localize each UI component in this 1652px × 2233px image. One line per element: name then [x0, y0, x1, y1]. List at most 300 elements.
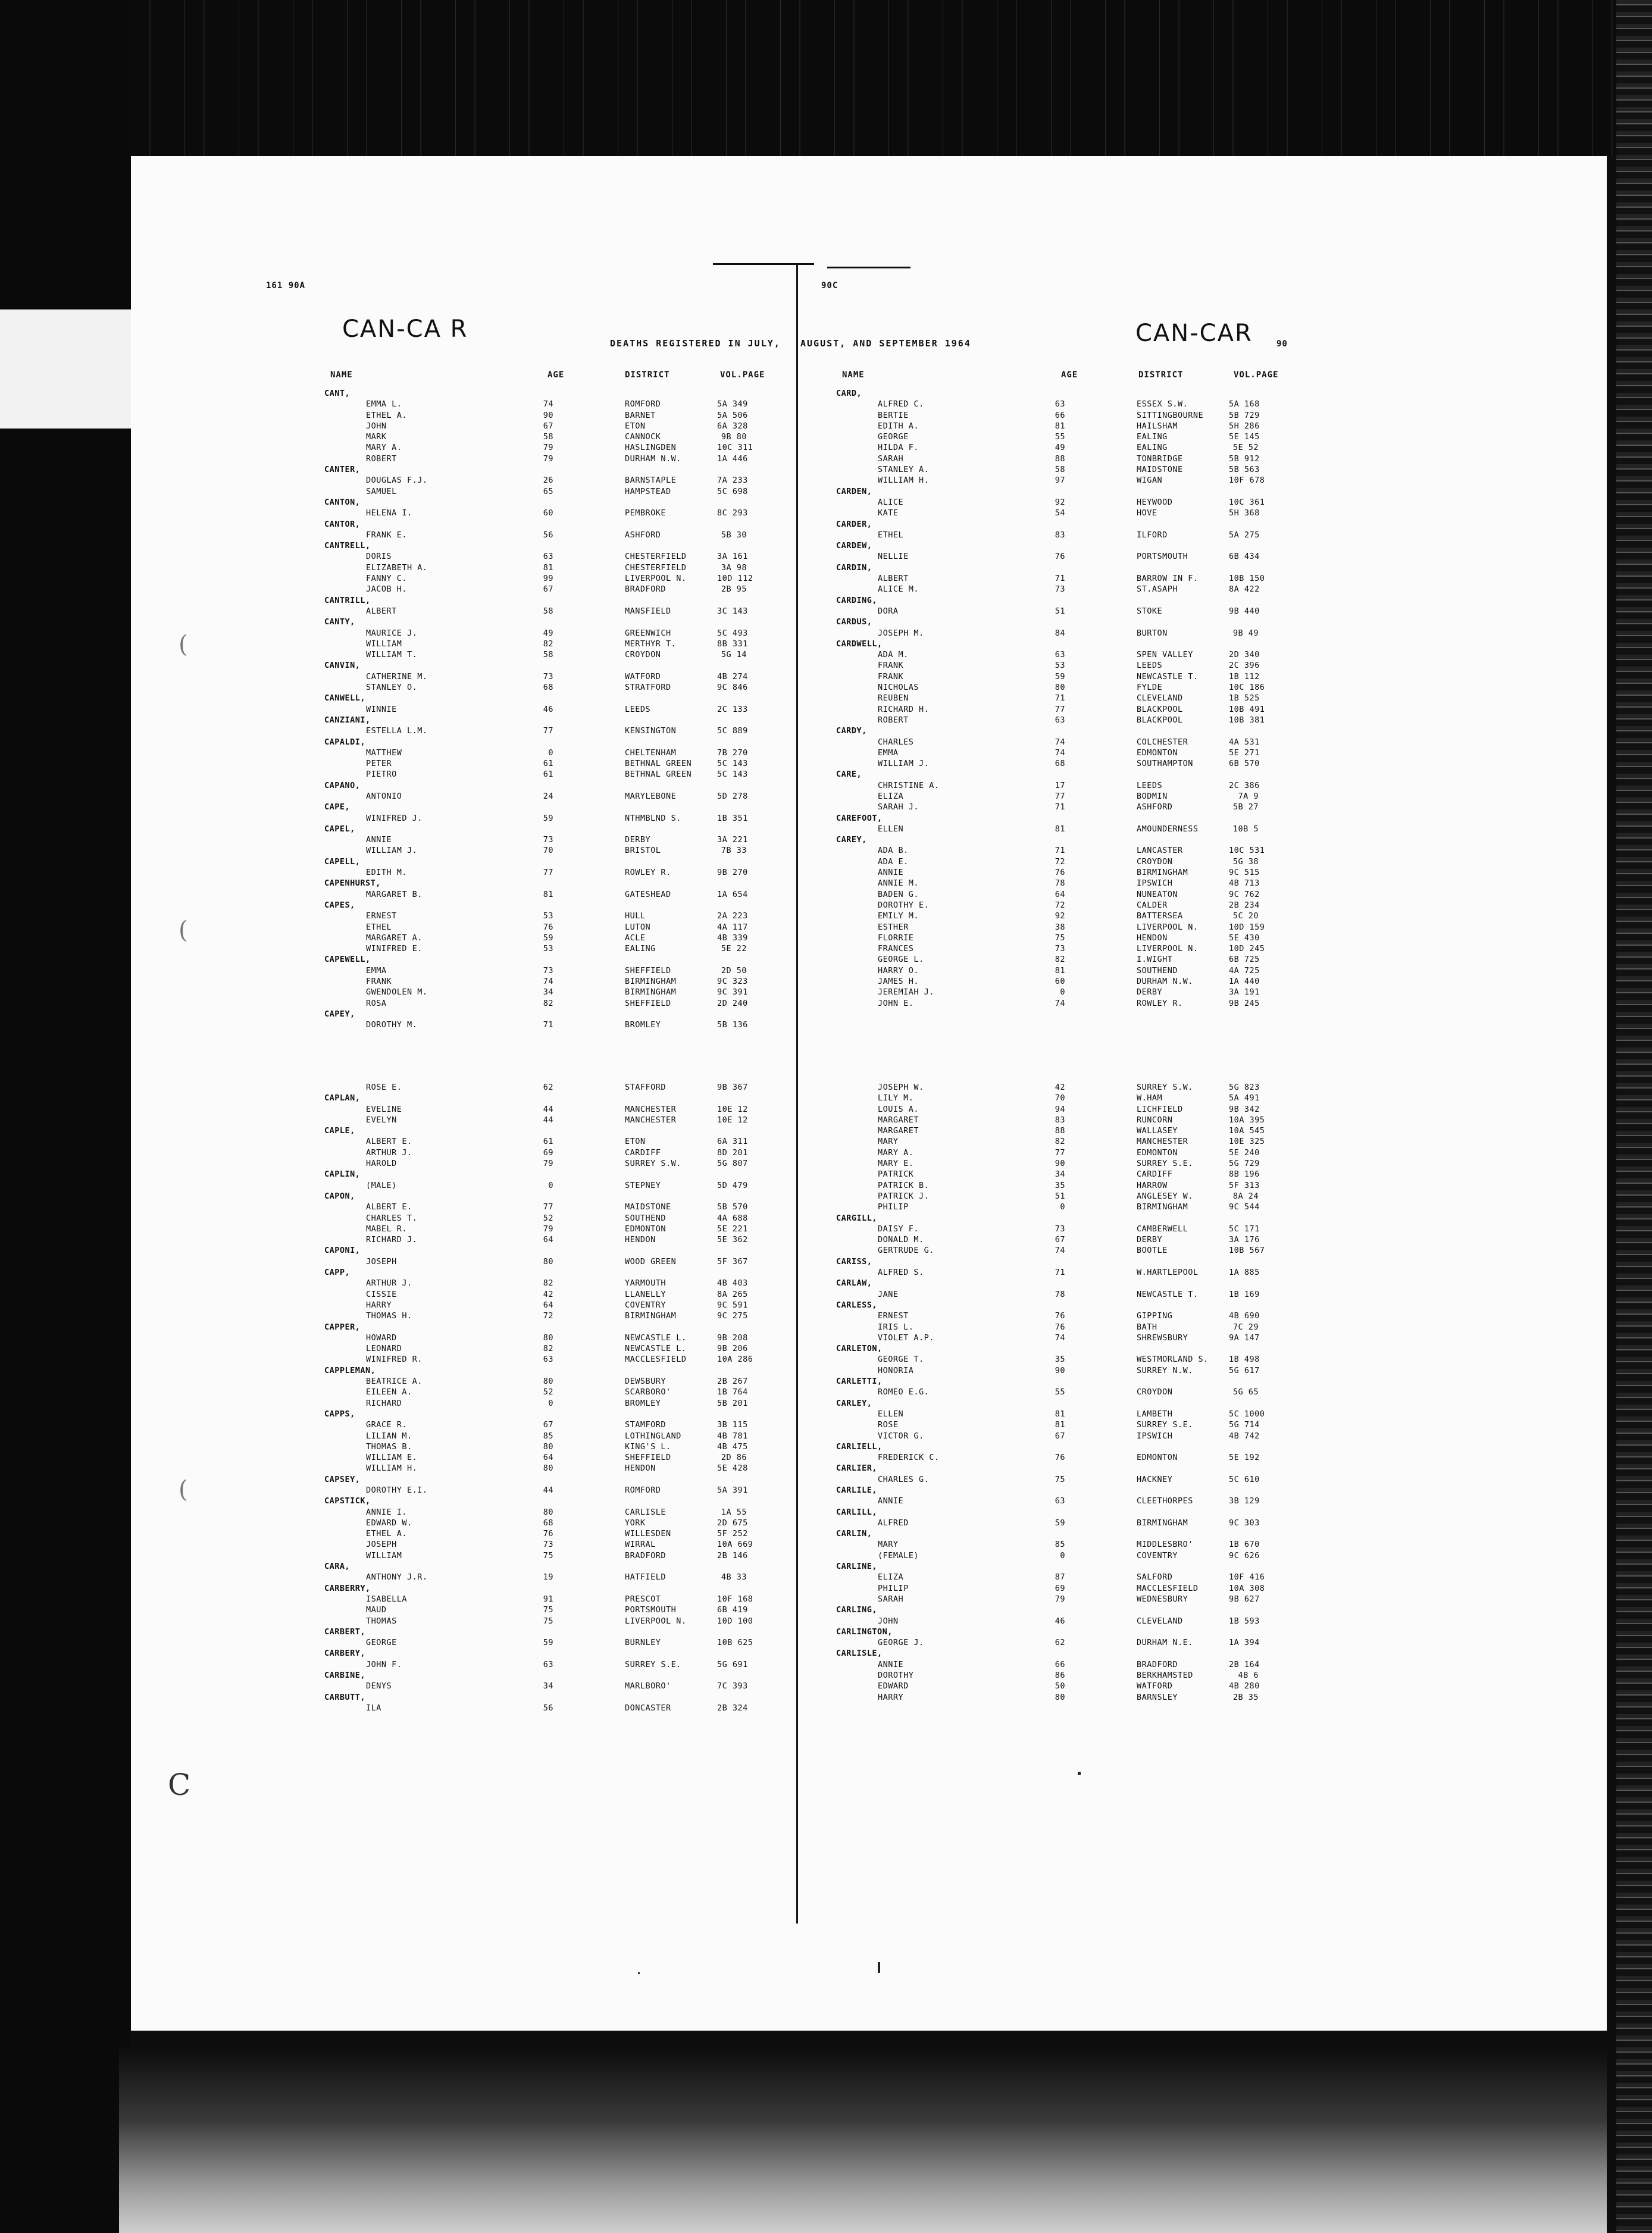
- entry-row: [324, 1605, 777, 1615]
- vol-page: 9B 49: [1232, 628, 1259, 638]
- age: 46: [1055, 1616, 1065, 1626]
- vol-page: 9B 208: [717, 1333, 748, 1343]
- district: LEEDS: [1137, 661, 1163, 671]
- district: EALING: [1137, 443, 1168, 453]
- district: BIRMINGHAM: [625, 1311, 677, 1321]
- forename: KATE: [878, 508, 899, 518]
- vol-page: 5C 143: [717, 770, 748, 780]
- district: BIRMINGHAM: [1137, 868, 1188, 878]
- entry-row: [324, 1507, 777, 1518]
- vol-page: 1B 525: [1229, 693, 1260, 703]
- entry-row: [324, 1234, 777, 1245]
- age: 59: [543, 1638, 553, 1648]
- district: LLANELLY: [625, 1289, 667, 1299]
- surname: CARLAW,: [836, 1278, 872, 1288]
- vol-page: 2C 386: [1229, 780, 1260, 790]
- district: EDMONTON: [1137, 748, 1178, 758]
- forename: DOUGLAS F.J.: [366, 476, 428, 486]
- entry-row: [324, 1136, 777, 1147]
- vol-page: 5B 912: [1229, 454, 1260, 464]
- district: SOUTHEND: [625, 1213, 667, 1223]
- age: 67: [1055, 1431, 1065, 1441]
- age: 76: [1055, 552, 1065, 562]
- age: 63: [1055, 715, 1065, 725]
- entry-row: [324, 562, 777, 573]
- forename: HOWARD: [366, 1333, 397, 1343]
- entry-row: [324, 421, 777, 431]
- entry-row: [324, 1147, 777, 1158]
- vol-page: 9B 270: [717, 868, 748, 878]
- entry-row: [324, 1681, 777, 1691]
- entry-row: [836, 1594, 1288, 1605]
- vol-page: 10B 567: [1229, 1246, 1265, 1256]
- surname-row: [324, 1496, 777, 1506]
- forename: MARK: [366, 432, 387, 442]
- entry-row: [324, 649, 777, 660]
- district: COLCHESTER: [1137, 737, 1188, 747]
- district: BETHNAL GREEN: [625, 770, 692, 780]
- entry-row: [836, 1583, 1288, 1594]
- district: BRADFORD: [1137, 1659, 1178, 1669]
- forename: ESTELLA L.M.: [366, 726, 428, 736]
- vol-page: 5F 313: [1229, 1180, 1260, 1190]
- district: STAMFORD: [625, 1420, 667, 1430]
- col-header-district-right: DISTRICT: [1138, 370, 1184, 380]
- district: ROMFORD: [625, 1485, 661, 1495]
- entry-row: [324, 1082, 777, 1093]
- left-column-top: [324, 388, 777, 1031]
- vol-page: 2D 240: [717, 998, 748, 1008]
- vol-page: 2B 267: [717, 1377, 748, 1387]
- age: 74: [1055, 1246, 1065, 1256]
- age: 72: [1055, 856, 1065, 867]
- surname-row: [836, 1605, 1288, 1615]
- age: 63: [543, 1659, 553, 1669]
- entry-row: [324, 791, 777, 802]
- age: 49: [543, 628, 553, 638]
- surname-row: [836, 1441, 1288, 1452]
- district: ASHFORD: [1137, 802, 1173, 812]
- age: 92: [1055, 911, 1065, 921]
- age: 59: [543, 813, 553, 823]
- entry-row: [324, 1659, 777, 1670]
- entry-row: [324, 1224, 777, 1234]
- district: BROMLEY: [625, 1020, 661, 1030]
- district: BERKHAMSTED: [1137, 1671, 1193, 1681]
- forename: SARAH: [878, 454, 904, 464]
- age: 73: [543, 671, 553, 681]
- entry-row: [836, 1224, 1288, 1234]
- district: LIVERPOOL N.: [1137, 944, 1199, 954]
- age: 0: [1060, 1550, 1065, 1560]
- vol-page: 10D 159: [1229, 922, 1265, 932]
- district: SURREY N.W.: [1137, 1365, 1193, 1375]
- district: WIGAN: [1137, 476, 1163, 486]
- district: SURREY S.E.: [625, 1659, 681, 1669]
- surname: CARBINE,: [324, 1671, 366, 1681]
- district: FYLDE: [1137, 683, 1163, 693]
- district: HATFIELD: [625, 1572, 667, 1583]
- district: IPSWICH: [1137, 878, 1173, 889]
- forename: CISSIE: [366, 1289, 397, 1299]
- surname: CANZIANI,: [324, 715, 371, 725]
- age: 52: [543, 1387, 553, 1397]
- age: 55: [1055, 1387, 1065, 1397]
- surname-row: [836, 486, 1288, 497]
- forename: DOROTHY M.: [366, 1020, 418, 1030]
- forename: VICTOR G.: [878, 1431, 924, 1441]
- forename: SARAH J.: [878, 802, 919, 812]
- subtitle-right: AUGUST, AND SEPTEMBER 1964: [800, 338, 971, 349]
- vol-page: 4B 781: [717, 1431, 748, 1441]
- vol-page: 5C 143: [717, 759, 748, 769]
- district: BURNLEY: [625, 1638, 661, 1648]
- surname-row: [836, 388, 1288, 399]
- vol-page: 8D 201: [717, 1147, 748, 1158]
- surname: CARLILE,: [836, 1485, 878, 1495]
- surname: CARD,: [836, 389, 862, 398]
- age: 77: [543, 726, 553, 736]
- surname: CAPPS,: [324, 1409, 355, 1419]
- district: ROMFORD: [625, 399, 661, 409]
- age: 76: [1055, 1453, 1065, 1463]
- forename: WINIFRED E.: [366, 944, 423, 954]
- district: KING'S L.: [625, 1441, 671, 1452]
- age: 44: [543, 1115, 553, 1125]
- forename: HARRY: [878, 1692, 904, 1702]
- forename: WILLIAM E.: [366, 1453, 418, 1463]
- vol-page: 1A 654: [717, 889, 748, 899]
- vol-page: 1B 593: [1229, 1616, 1260, 1626]
- vol-page: 10B 625: [717, 1638, 753, 1648]
- forename: RICHARD: [366, 1398, 402, 1408]
- surname-row: [324, 497, 777, 508]
- vol-page: 2B 324: [717, 1703, 748, 1713]
- entry-row: [836, 824, 1288, 834]
- forename: SARAH: [878, 1594, 904, 1604]
- vol-page: 10A 286: [717, 1355, 753, 1365]
- district: WATFORD: [625, 671, 661, 681]
- district: LOTHINGLAND: [625, 1431, 681, 1441]
- entry-row: [836, 704, 1288, 715]
- age: 76: [1055, 868, 1065, 878]
- forename: BERTIE: [878, 410, 909, 420]
- age: 73: [543, 1540, 553, 1550]
- entry-row: [324, 1256, 777, 1267]
- age: 87: [1055, 1572, 1065, 1583]
- entry-row: [836, 1125, 1288, 1136]
- age: 75: [543, 1550, 553, 1560]
- age: 90: [1055, 1159, 1065, 1169]
- forename: HONORIA: [878, 1365, 914, 1375]
- district: EALING: [625, 944, 656, 954]
- forename: LILIAN M.: [366, 1431, 412, 1441]
- age: 34: [1055, 1169, 1065, 1180]
- rule-top-right: [827, 267, 911, 268]
- surname: CANTOR,: [324, 519, 361, 529]
- surname-row: [324, 1474, 777, 1485]
- entry-row: [836, 649, 1288, 660]
- age: 56: [543, 1703, 553, 1713]
- district: BROMLEY: [625, 1398, 661, 1408]
- forename: ELIZA: [878, 791, 904, 801]
- surname-row: [324, 856, 777, 867]
- district: LIVERPOOL N.: [625, 1616, 687, 1626]
- district: HENDON: [1137, 933, 1168, 943]
- vol-page: 4B 713: [1229, 878, 1260, 889]
- forename: JANE: [878, 1289, 899, 1299]
- surname-row: [324, 824, 777, 834]
- forename: WINNIE: [366, 704, 397, 714]
- forename: EDITH M.: [366, 868, 408, 878]
- age: 75: [543, 1605, 553, 1615]
- district: SHREWSBURY: [1137, 1333, 1188, 1343]
- district: MACCLESFIELD: [625, 1355, 687, 1365]
- scan-border-bottom: [119, 2047, 1607, 2233]
- vol-page: 7B 33: [721, 846, 747, 856]
- entry-row: [324, 1550, 777, 1561]
- forename: MARY A.: [878, 1147, 914, 1158]
- entry-row: [836, 1082, 1288, 1093]
- entry-row: [836, 551, 1288, 562]
- entry-row: [324, 410, 777, 421]
- surname: CANVIN,: [324, 661, 361, 671]
- age: 80: [543, 1507, 553, 1517]
- surname-row: [836, 562, 1288, 573]
- forename: ETHEL A.: [366, 410, 408, 420]
- district: WALLASEY: [1137, 1126, 1178, 1136]
- entry-row: [836, 943, 1288, 954]
- surname-row: [836, 834, 1288, 845]
- age: 52: [543, 1213, 553, 1223]
- age: 82: [543, 998, 553, 1008]
- col-header-name-right: NAME: [842, 370, 865, 380]
- vol-page: 6B 434: [1229, 552, 1260, 562]
- age: 76: [1055, 1311, 1065, 1321]
- entry-row: [324, 1431, 777, 1441]
- entry-row: [836, 856, 1288, 867]
- district: WOOD GREEN: [625, 1256, 677, 1266]
- forename: ALBERT E.: [366, 1137, 412, 1147]
- vol-page: 5E 430: [1229, 933, 1260, 943]
- surname-row: [324, 1583, 777, 1594]
- surname: CAPSEY,: [324, 1474, 361, 1484]
- vol-page: 3A 176: [1229, 1235, 1260, 1245]
- district: CALDER: [1137, 900, 1168, 910]
- entry-row: [836, 497, 1288, 508]
- forename: WILLIAM H.: [366, 1463, 418, 1474]
- forename: JEREMIAH J.: [878, 987, 934, 997]
- vol-page: 3B 115: [717, 1420, 748, 1430]
- district: SHEFFIELD: [625, 998, 671, 1008]
- vol-page: 2D 340: [1229, 650, 1260, 660]
- entry-row: [324, 704, 777, 715]
- district: CHELTENHAM: [625, 748, 677, 758]
- forename: GEORGE L.: [878, 955, 924, 965]
- entry-row: [836, 475, 1288, 486]
- entry-row: [324, 1441, 777, 1452]
- district: WILLESDEN: [625, 1529, 671, 1539]
- age: 60: [1055, 977, 1065, 987]
- page-number: 90: [1276, 339, 1288, 349]
- age: 74: [1055, 998, 1065, 1008]
- surname-row: [836, 813, 1288, 824]
- entry-row: [836, 748, 1288, 758]
- surname: CARDWELL,: [836, 639, 883, 649]
- forename: MARY: [878, 1137, 899, 1147]
- vol-page: 5E 271: [1229, 748, 1260, 758]
- entry-row: [324, 1278, 777, 1288]
- entry-row: [324, 845, 777, 856]
- age: 71: [1055, 802, 1065, 812]
- vol-page: 5F 252: [717, 1529, 748, 1539]
- district: BIRMINGHAM: [1137, 1202, 1188, 1212]
- vol-page: 1A 446: [717, 454, 748, 464]
- district: BRADFORD: [625, 584, 667, 595]
- surname: CARBERRY,: [324, 1583, 371, 1593]
- microfilm-tab: [0, 309, 143, 429]
- age: 50: [1055, 1681, 1065, 1691]
- age: 82: [543, 1344, 553, 1354]
- surname-row: [324, 1692, 777, 1703]
- forename: FRANK: [878, 671, 904, 681]
- age: 64: [1055, 889, 1065, 899]
- vol-page: 10B 5: [1232, 824, 1259, 834]
- age: 58: [543, 650, 553, 660]
- entry-row: [324, 1616, 777, 1627]
- age: 75: [1055, 1474, 1065, 1484]
- entry-row: [836, 791, 1288, 802]
- vol-page: 5B 136: [717, 1020, 748, 1030]
- entry-row: [836, 922, 1288, 933]
- entry-row: [324, 965, 777, 976]
- entry-row: [324, 834, 777, 845]
- vol-page: 9B 80: [721, 432, 747, 442]
- district: SPEN VALLEY: [1137, 650, 1193, 660]
- vol-page: 2D 50: [721, 965, 747, 975]
- entry-row: [836, 573, 1288, 584]
- vol-page: 3C 143: [717, 606, 748, 616]
- district: ST.ASAPH: [1137, 584, 1178, 595]
- entry-row: [324, 769, 777, 780]
- entry-row: [836, 1180, 1288, 1191]
- surname: CARLINGTON,: [836, 1627, 893, 1637]
- age: 68: [543, 1518, 553, 1528]
- rule-top-left: [713, 263, 814, 265]
- district: HASLINGDEN: [625, 443, 677, 453]
- entry-row: [324, 508, 777, 518]
- surname-row: [324, 617, 777, 627]
- entry-row: [836, 1387, 1288, 1397]
- vol-page: 9B 367: [717, 1083, 748, 1092]
- forename: DOROTHY E.: [878, 900, 930, 910]
- district: MACCLESFIELD: [1137, 1583, 1199, 1593]
- entry-row: [836, 900, 1288, 911]
- age: 71: [543, 1020, 553, 1030]
- entry-row: [836, 660, 1288, 671]
- vol-page: 2C 396: [1229, 661, 1260, 671]
- forename: ALICE: [878, 497, 904, 507]
- entry-row: [324, 1703, 777, 1713]
- district: BLACKPOOL: [1137, 704, 1183, 714]
- surname-row: [324, 1627, 777, 1637]
- entry-row: [324, 671, 777, 682]
- district: SHEFFIELD: [625, 965, 671, 975]
- stray-mark: [878, 1962, 880, 1973]
- entry-row: [836, 1136, 1288, 1147]
- forename: GRACE R.: [366, 1420, 408, 1430]
- entry-row: [836, 410, 1288, 421]
- forename: EDWARD W.: [366, 1518, 412, 1528]
- forename: WINIFRED J.: [366, 813, 423, 823]
- district: MAIDSTONE: [625, 1202, 671, 1212]
- surname-row: [324, 1365, 777, 1376]
- district: DERBY: [1137, 1235, 1163, 1245]
- entry-row: [836, 508, 1288, 518]
- entry-row: [324, 1213, 777, 1224]
- district: AMOUNDERNESS: [1137, 824, 1199, 834]
- vol-page: 1A 55: [721, 1507, 747, 1517]
- forename: GEORGE J.: [878, 1638, 924, 1648]
- surname: CANTRELL,: [324, 541, 371, 551]
- surname: CARBERT,: [324, 1627, 366, 1637]
- entry-row: [836, 954, 1288, 965]
- age: 58: [543, 432, 553, 442]
- forename: WILLIAM: [366, 639, 402, 649]
- surname: CARDEN,: [836, 486, 872, 496]
- age: 44: [543, 1485, 553, 1495]
- age: 90: [1055, 1365, 1065, 1375]
- entry-row: [836, 1311, 1288, 1321]
- vol-page: 5E 192: [1229, 1453, 1260, 1463]
- forename: BEATRICE A.: [366, 1377, 423, 1387]
- vol-page: 9C 846: [717, 683, 748, 693]
- forename: FLORRIE: [878, 933, 914, 943]
- surname: CAPES,: [324, 900, 355, 910]
- vol-page: 8A 24: [1232, 1191, 1259, 1201]
- vol-page: 6B 419: [717, 1605, 748, 1615]
- entry-row: [836, 606, 1288, 617]
- age: 59: [1055, 671, 1065, 681]
- surname: CANTRILL,: [324, 595, 371, 605]
- col-header-age-right: AGE: [1061, 370, 1078, 380]
- entry-row: [836, 1365, 1288, 1376]
- forename: THOMAS: [366, 1616, 397, 1626]
- entry-row: [324, 475, 777, 486]
- age: 19: [543, 1572, 553, 1583]
- vol-page: 5E 22: [721, 944, 747, 954]
- forename: MATTHEW: [366, 748, 402, 758]
- vol-page: 9B 627: [1229, 1594, 1260, 1604]
- vol-page: 9C 391: [717, 987, 748, 997]
- entry-row: [836, 1245, 1288, 1256]
- entry-row: [324, 1518, 777, 1528]
- forename: DOROTHY: [878, 1671, 914, 1681]
- entry-row: [836, 1104, 1288, 1115]
- surname: CARISS,: [836, 1256, 872, 1266]
- entry-row: [324, 758, 777, 769]
- age: 94: [1055, 1104, 1065, 1114]
- district: LAMBETH: [1137, 1409, 1173, 1419]
- age: 67: [543, 421, 553, 431]
- forename: EMMA: [366, 965, 387, 975]
- forename: JOHN: [366, 421, 387, 431]
- entry-row: [836, 1191, 1288, 1202]
- surname: CARLIN,: [836, 1529, 872, 1539]
- age: 70: [1055, 1093, 1065, 1103]
- entry-row: [836, 715, 1288, 725]
- entry-row: [836, 584, 1288, 595]
